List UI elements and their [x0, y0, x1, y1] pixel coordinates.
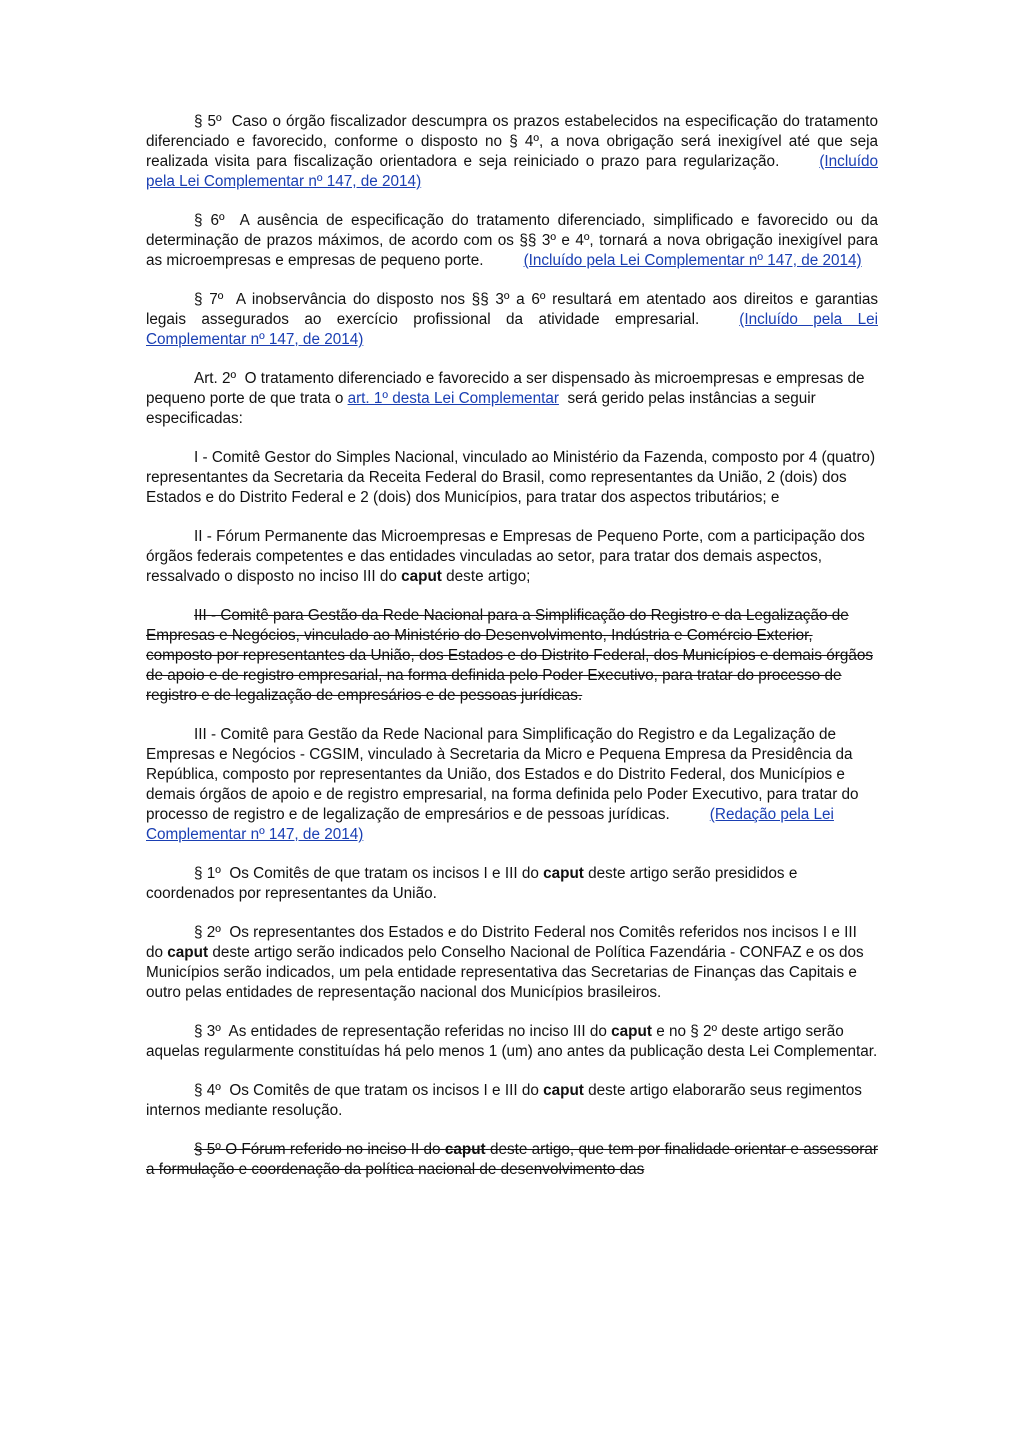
article-number: Art. 2º	[194, 370, 237, 387]
paragraph-number: § 3º	[194, 1023, 221, 1040]
paragraph-text: Caso o órgão fiscalizador descumpra os prazos estabelecidos na especificação do tratamento diferenciado e favorecido, conforme o disposto no § 4º, a nova obrigação será inexigível até que seja realizada visita para fiscalização orientadora e seja reiniciado o prazo para regularização.	[146, 113, 878, 170]
paragraph-1	[146, 864, 878, 904]
inciso-text: III - Comitê para Gestão da Rede Nacional para Simplificação do Registro e da Legalização de Empresas e Negócios - CGSIM, vinculado à Secretaria da Micro e Pequena Empresa da Presidência da República, composto por representantes da União, dos Estados e do Distrito Federal, dos Municípios e demais órgãos de apoio e de registro empresarial, na forma definida pelo Poder Executivo, para tratar do processo de registro e de legalização de empresários e de pessoas jurídicas.	[146, 726, 859, 823]
inciso-3	[146, 725, 878, 845]
paragraph-4	[146, 1081, 878, 1121]
paragraph-6	[146, 211, 878, 271]
caput-term: caput	[167, 944, 209, 961]
caput-term: caput	[401, 568, 442, 585]
amendment-link[interactable]: (Incluído pela Lei Complementar nº 147, de 2014)	[523, 252, 862, 269]
inciso-2	[146, 527, 878, 587]
paragraph-number: § 5º	[194, 1141, 221, 1158]
paragraph-number: § 7º	[194, 291, 224, 308]
paragraph-number: § 4º	[194, 1082, 221, 1099]
revoked-text-end: deste artigo, que tem por finalidade orientar e assessorar a formulação e coordenação da política nacional de desenvolvimento das	[146, 1141, 879, 1178]
paragraph-number: § 1º	[194, 865, 221, 882]
paragraph-7	[146, 290, 878, 350]
paragraph-text: As entidades de representação referidas no inciso III do	[228, 1023, 607, 1040]
paragraph-number: § 2º	[194, 924, 221, 941]
paragraph-3	[146, 1022, 878, 1062]
inciso-text: II - Fórum Permanente das Microempresas e Empresas de Pequeno Porte, com a participação dos órgãos federais competentes e das entidades vinculadas ao setor, para tratar dos demais aspectos, ressalvado o disposto no inciso III do	[146, 528, 865, 585]
caput-term: caput	[543, 865, 584, 882]
paragraph-text: Os Comitês de que tratam os incisos I e III do	[229, 865, 539, 882]
inciso-3-revoked	[146, 606, 878, 706]
paragraph-2	[146, 923, 878, 1003]
amendment-link[interactable]: (Incluído pela Lei Complementar nº 147, de 2014)	[146, 153, 878, 190]
paragraph-number: § 5º	[194, 113, 222, 130]
paragraph-5	[146, 112, 878, 192]
amendment-link[interactable]: (Redação pela Lei Complementar nº 147, de 2014)	[146, 806, 834, 843]
article-text-end: será gerido pelas instâncias a seguir especificadas:	[146, 390, 816, 427]
paragraph-number: § 6º	[194, 212, 225, 229]
paragraph-text: Os Comitês de que tratam os incisos I e III do	[229, 1082, 539, 1099]
document-page	[146, 112, 878, 1199]
amendment-link[interactable]: (Incluído pela Lei Complementar nº 147, de 2014)	[146, 311, 878, 348]
paragraph-text-end: deste artigo serão presididos e coordenados por representantes da União.	[146, 865, 798, 902]
article-text: O tratamento diferenciado e favorecido a ser dispensado às microempresas e empresas de pequeno porte de que trata o	[146, 370, 865, 407]
paragraph-text-end: deste artigo elaborarão seus regimentos internos mediante resolução.	[146, 1082, 862, 1119]
paragraph-text: Os representantes dos Estados e do Distrito Federal nos Comitês referidos nos incisos I e III do	[146, 924, 857, 961]
inciso-text-end: deste artigo;	[446, 568, 531, 585]
article-2	[146, 369, 878, 429]
paragraph-5-revoked	[146, 1140, 878, 1180]
article-1-link[interactable]: art. 1º desta Lei Complementar	[347, 390, 559, 407]
inciso-text: I - Comitê Gestor do Simples Nacional, vinculado ao Ministério da Fazenda, composto por 4 (quatro) representantes da Secretaria da Receita Federal do Brasil, como representantes da União, 2 (dois) dos Estados e do Distrito Federal e 2 (dois) dos Municípios, para tratar dos aspectos tributários; e	[146, 449, 876, 506]
inciso-1	[146, 448, 878, 508]
paragraph-text-end: deste artigo serão indicados pelo Conselho Nacional de Política Fazendária - CONFAZ e os dos Municípios serão indicados, um pela entidade representativa das Secretarias de Finanças das Capitais e outro pelas entidades de representação nacional dos Municípios brasileiros.	[146, 944, 864, 1001]
revoked-text: III - Comitê para Gestão da Rede Nacional para a Simplificação do Registro e da Legalização de Empresas e Negócios, vinculado ao Ministério do Desenvolvimento, Indústria e Comércio Exterior, composto por representantes da União, dos Estados e do Distrito Federal, dos Municípios e demais órgãos de apoio e de registro empresarial, na forma definida pelo Poder Executivo, para tratar do processo de registro e de legalização de empresários e de pessoas jurídicas.	[146, 607, 873, 704]
caput-term: caput	[543, 1082, 584, 1099]
revoked-text: O Fórum referido no inciso II do	[225, 1141, 441, 1158]
caput-term: caput	[611, 1023, 652, 1040]
paragraph-text: A ausência de especificação do tratamento diferenciado, simplificado e favorecido ou da determinação de prazos máximos, de acordo com os §§ 3º e 4º, tornará a nova obrigação inexigível para as microempresas e empresas de pequeno porte.	[146, 212, 879, 269]
paragraph-text: A inobservância do disposto nos §§ 3º a 6º resultará em atentado aos direitos e garantias legais assegurados ao exercício profissional da atividade empresarial.	[146, 291, 878, 328]
paragraph-text-end: e no § 2º deste artigo serão aquelas regularmente constituídas há pelo menos 1 (um) ano antes da publicação desta Lei Complementar.	[146, 1023, 878, 1060]
caput-term: caput	[444, 1141, 486, 1158]
